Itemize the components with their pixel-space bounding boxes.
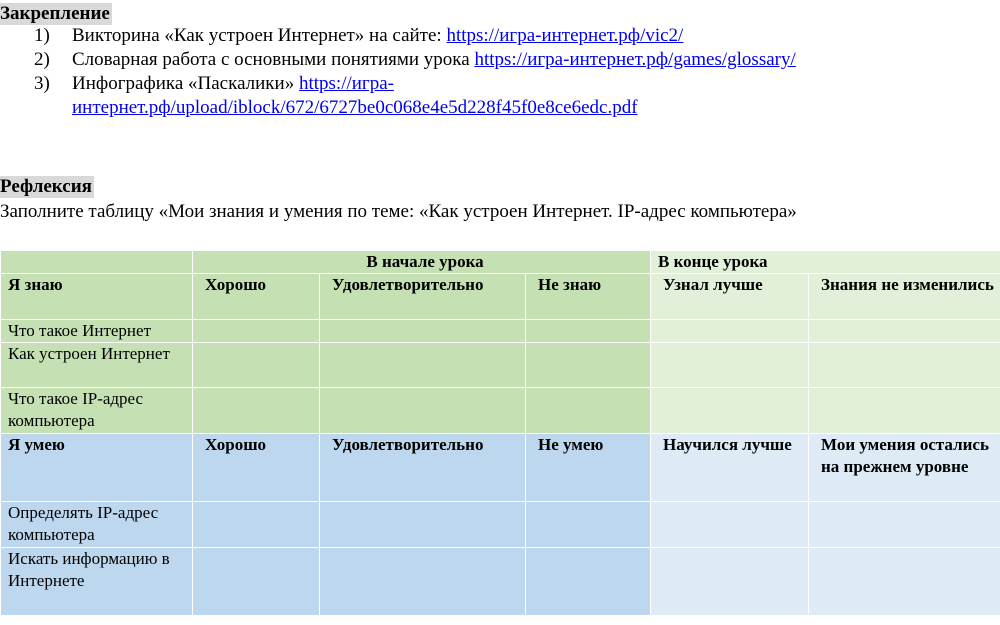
header-knowledge-unchanged: Знания не изменились	[809, 274, 1000, 320]
answer-cell[interactable]	[320, 320, 526, 343]
list-number: 3)	[34, 73, 50, 94]
list-item	[0, 48, 922, 72]
list-item	[0, 72, 922, 120]
answer-cell[interactable]	[809, 548, 1000, 616]
row-label: Определять IP-адрес компьютера	[1, 502, 193, 548]
table-corner-cell	[1, 251, 193, 274]
list-number: 1)	[34, 25, 50, 46]
answer-cell[interactable]	[193, 502, 320, 548]
header-cannot: Не умею	[526, 434, 651, 502]
header-learned-better: Научился лучше	[651, 434, 809, 502]
header-good: Хорошо	[193, 274, 320, 320]
answer-cell[interactable]	[651, 388, 809, 434]
answer-cell[interactable]	[651, 343, 809, 388]
quiz-link[interactable]: https://игра-интернет.рф/vic2/	[446, 25, 684, 46]
row-label: Что такое IP-адрес компьютера	[1, 388, 193, 434]
answer-cell[interactable]	[526, 502, 651, 548]
answer-cell[interactable]	[320, 343, 526, 388]
header-good: Хорошо	[193, 434, 320, 502]
answer-cell[interactable]	[809, 343, 1000, 388]
answer-cell[interactable]	[809, 502, 1000, 548]
answer-cell[interactable]	[651, 548, 809, 616]
header-lesson-start: В начале урока	[193, 251, 651, 274]
header-i-can: Я умею	[1, 434, 193, 502]
infographic-link[interactable]: https://игра-интернет.рф/upload/iblock/672/6727be0c068e4e5d228f45f0e8ce6edc.pdf	[72, 73, 638, 118]
answer-cell[interactable]	[809, 320, 1000, 343]
answer-cell[interactable]	[193, 388, 320, 434]
section-heading-consolidation: Закрепление	[0, 3, 110, 24]
resource-list	[0, 24, 922, 120]
reflection-table	[0, 250, 1000, 616]
list-item	[0, 24, 922, 48]
section-heading-reflection: Рефлексия	[0, 176, 92, 197]
answer-cell[interactable]	[651, 502, 809, 548]
row-label: Искать информацию в Интернете	[1, 548, 193, 616]
answer-cell[interactable]	[526, 320, 651, 343]
answer-cell[interactable]	[651, 320, 809, 343]
answer-cell[interactable]	[193, 320, 320, 343]
answer-cell[interactable]	[320, 502, 526, 548]
answer-cell[interactable]	[320, 388, 526, 434]
header-lesson-end: В конце урока	[651, 251, 1000, 274]
glossary-link[interactable]: https://игра-интернет.рф/games/glossary/	[474, 49, 796, 70]
list-item-text: Инфографика «Паскалики»	[72, 73, 299, 94]
reflection-instructions: Заполните таблицу «Мои знания и умения по теме: «Как устроен Интернет. IP-адрес компьютера»	[0, 201, 797, 222]
list-item-text: Викторина «Как устроен Интернет» на сайте:	[72, 25, 447, 46]
header-satisfactory: Удовлетворительно	[320, 434, 526, 502]
answer-cell[interactable]	[193, 343, 320, 388]
header-skills-unchanged: Мои умения остались на прежнем уровне	[809, 434, 1000, 502]
header-i-know: Я знаю	[1, 274, 193, 320]
header-dont-know: Не знаю	[526, 274, 651, 320]
row-label: Как устроен Интернет	[1, 343, 193, 388]
answer-cell[interactable]	[526, 343, 651, 388]
answer-cell[interactable]	[320, 548, 526, 616]
answer-cell[interactable]	[526, 548, 651, 616]
list-item-text: Словарная работа с основными понятиями урока	[72, 49, 475, 70]
row-label: Что такое Интернет	[1, 320, 193, 343]
header-satisfactory: Удовлетворительно	[320, 274, 526, 320]
answer-cell[interactable]	[193, 548, 320, 616]
answer-cell[interactable]	[809, 388, 1000, 434]
list-number: 2)	[34, 49, 50, 70]
header-learned-better: Узнал лучше	[651, 274, 809, 320]
answer-cell[interactable]	[526, 388, 651, 434]
